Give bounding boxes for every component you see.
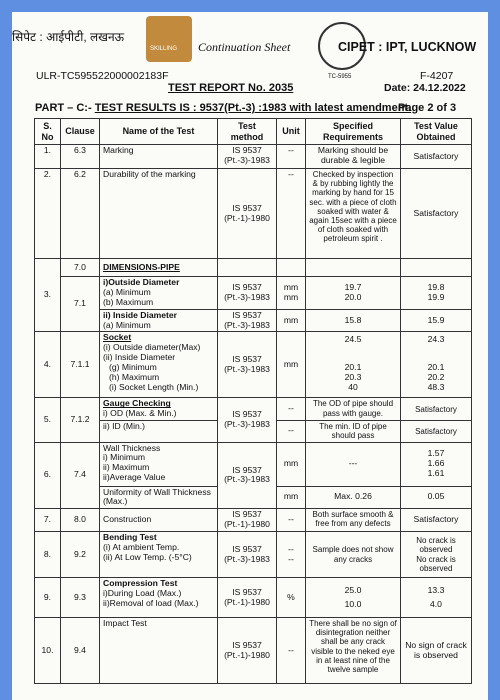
test-method: IS 9537 (Pt.-3)-1983 [218,442,277,509]
table-row [35,509,472,532]
value: Satisfactory [401,145,472,169]
sno: 4. [35,332,61,398]
requirement: Marking should be durable & legible [306,145,401,169]
req: 24.5 [344,334,362,345]
part-prefix: PART – C:- [35,102,92,114]
test-name [100,277,218,310]
clause: 7.1.2 [61,398,100,442]
clause: 7.0 [61,259,100,277]
req: 10.0 [344,598,362,609]
id-min-label: (a) Minimum [103,319,151,330]
req: 20.3 [344,372,362,383]
test-method: IS 9537 (Pt.-3)-1983 [218,332,277,398]
org-hindi-name: सिपेट : आईपीटी, लखनऊ [12,30,125,44]
req: 40 [348,382,358,392]
unit [277,532,306,578]
unit: -- [277,421,306,442]
line: ii)Average Value [103,472,166,483]
test-name: Uniformity of Wall Thickness (Max.) [100,486,218,509]
unit-min: mm [283,281,299,292]
value [401,277,472,310]
sno: 10. [35,618,61,684]
clause: 7.1 [61,277,100,332]
bending-title: Bending Test [103,532,157,542]
report-number: TEST REPORT No. 2035 [168,82,294,94]
value: 15.9 [401,309,472,332]
clause: 9.3 [61,578,100,618]
value: Satisfactory [401,398,472,421]
sno: 7. [35,509,61,532]
val: 48.3 [427,382,445,392]
val: 20.2 [427,372,445,383]
test-method: IS 9537 (Pt.-3)-1983 [218,532,277,578]
test-method: IS 9537 (Pt.-1)-1980 [218,169,277,259]
requirement: Max. 0.26 [306,486,401,509]
table-row [35,259,472,277]
sno: 3. [35,259,61,332]
requirement: 15.8 [306,309,401,332]
test-name [100,398,218,421]
sno: 8. [35,532,61,578]
req-min: 19.7 [344,281,362,292]
unit: mm [277,442,306,486]
test-method: IS 9537 (Pt.-3)-1983 [218,277,277,310]
table-row [35,145,472,169]
ulr-number: ULR-TC595522000002183F [36,70,169,82]
table-header-row [35,119,472,145]
table-row [35,618,472,684]
value [401,532,472,578]
line: (ii) At Low Temp. (-5°C) [103,551,192,562]
unit [277,277,306,310]
sno: 1. [35,145,61,169]
value: No sign of crack is observed [401,618,472,684]
table-row [35,398,472,421]
unit: mm [277,332,306,398]
od-title: i)Outside Diameter [103,277,180,287]
unit: mm [277,486,306,509]
clause: 7.1.1 [61,332,100,398]
line: i) OD (Max. & Min.) [103,408,177,419]
test-name: Marking [100,145,218,169]
form-number: F-4207 [420,70,454,82]
unit: -- [277,509,306,532]
gauge-title: Gauge Checking [103,398,171,409]
unit: -- [277,398,306,421]
val: 1.66 [427,458,445,469]
requirement [306,277,401,310]
table-row [35,532,472,578]
value [401,442,472,486]
val: 4.0 [430,598,442,609]
skilling-logo [146,16,192,62]
unit: -- [277,618,306,684]
unit-max: mm [283,291,299,302]
table-row [35,442,472,486]
unit-line: -- [288,543,294,554]
test-method: IS 9537 (Pt.-1)-1980 [218,618,277,684]
unit: mm [277,309,306,332]
test-name [100,309,218,332]
line: ii)Removal of load (Max.) [103,597,199,608]
sno: 6. [35,442,61,509]
seal-text: TC-5955 [328,74,352,80]
col-test-name: Name of the Test [100,119,218,145]
test-method: IS 9537 (Pt.-3)-1983 [218,309,277,332]
line: i)During Load (Max.) [103,587,182,598]
clause: 6.2 [61,169,100,259]
unit-line: -- [288,553,294,564]
test-method: IS 9537 (Pt.-3)-1983 [218,145,277,169]
value: Satisfactory [401,421,472,442]
val-min: 19.8 [427,281,445,292]
unit: % [277,578,306,618]
col-requirements: Specified Requirements [306,119,401,145]
val: 20.1 [427,362,445,373]
test-name: Durability of the marking [100,169,218,259]
requirement: Both surface smooth & free from any defects [306,509,401,532]
sno: 9. [35,578,61,618]
req: 20.1 [344,362,362,373]
col-sno: S. No [35,119,61,145]
id-title: ii) Inside Diameter [103,309,178,320]
clause: 7.4 [61,442,100,509]
test-method: IS 9537 (Pt.-3)-1983 [218,398,277,442]
test-name: Construction [100,509,218,532]
val: No crack is observed [416,536,456,555]
value: Satisfactory [401,169,472,259]
line: (ii) Inside Diameter [103,352,176,363]
report-date: Date: 24.12.2022 [384,82,466,94]
requirement: Sample does not show any cracks [306,532,401,578]
unit: -- [277,169,306,259]
line: (h) Maximum [109,371,160,382]
line: ii) Maximum [103,462,150,473]
clause: 8.0 [61,509,100,532]
test-name: ii) ID (Min.) [100,421,218,442]
requirement: Checked by inspection & by rubbing lightly the marking by hand for 15 sec. with a piece of cloth soaked with water & again 15sec with a piece of cloth soaked with petroleum spirit . [306,169,401,259]
section-heading: DIMENSIONS-PIPE [100,259,218,277]
val-max: 19.9 [427,291,445,302]
sno: 5. [35,398,61,442]
req-max: 20.0 [344,291,362,302]
col-value: Test Value Obtained [401,119,472,145]
val: 24.3 [427,334,445,345]
test-name [100,532,218,578]
table-row [35,578,472,618]
table-row [35,309,472,332]
requirement: --- [306,442,401,486]
test-method: IS 9537 (Pt.-1)-1980 [218,578,277,618]
req: 25.0 [344,584,362,595]
test-name: Impact Test [100,618,218,684]
page-number: Page 2 of 3 [398,102,457,114]
line: (i) Socket Length (Min.) [109,381,199,392]
table-row [35,169,472,259]
clause: 9.4 [61,618,100,684]
value: Satisfactory [401,509,472,532]
col-method: Test method [218,119,277,145]
test-name [100,578,218,618]
value [401,578,472,618]
col-unit: Unit [277,119,306,145]
part-heading [35,102,411,114]
logo-text: SKILLING [150,46,178,52]
requirement [306,578,401,618]
clause: 6.3 [61,145,100,169]
table-row [35,277,472,310]
line: (i) At ambient Temp. [103,541,180,552]
sno: 2. [35,169,61,259]
requirement: The min. ID of pipe should pass [306,421,401,442]
test-method: IS 9537 (Pt.-1)-1980 [218,509,277,532]
val: 1.61 [427,467,445,478]
continuation-title: Continuation Sheet [198,40,291,54]
val: 1.57 [427,448,445,459]
line: i) Minimum [103,452,146,463]
line: (i) Outside diameter(Max) [103,342,201,353]
table-row [35,332,472,398]
line: (g) Minimum [109,362,157,372]
requirement [306,332,401,398]
val: 13.3 [427,584,445,595]
requirement: The OD of pipe should pass with gauge. [306,398,401,421]
od-min-label: (a) Minimum [103,286,151,297]
value: 0.05 [401,486,472,509]
org-name: CIPET : IPT, LUCKNOW [338,40,477,54]
clause: 9.2 [61,532,100,578]
test-name [100,442,218,486]
wall-title: Wall Thickness [103,442,161,453]
results-table [34,118,472,684]
col-clause: Clause [61,119,100,145]
requirement: There shall be no sign of disintegration neither shall be any crack visible to the neked eye in at least nine of the twelve sample [306,618,401,684]
compression-title: Compression Test [103,578,178,588]
od-max-label: (b) Maximum [103,296,154,307]
test-name [100,332,218,398]
unit: -- [277,145,306,169]
value [401,332,472,398]
part-title: TEST RESULTS IS : 9537(Pt.-3) :1983 with latest amendment. [94,102,412,114]
val: No crack is observed [416,554,456,573]
socket-title: Socket [103,332,132,343]
